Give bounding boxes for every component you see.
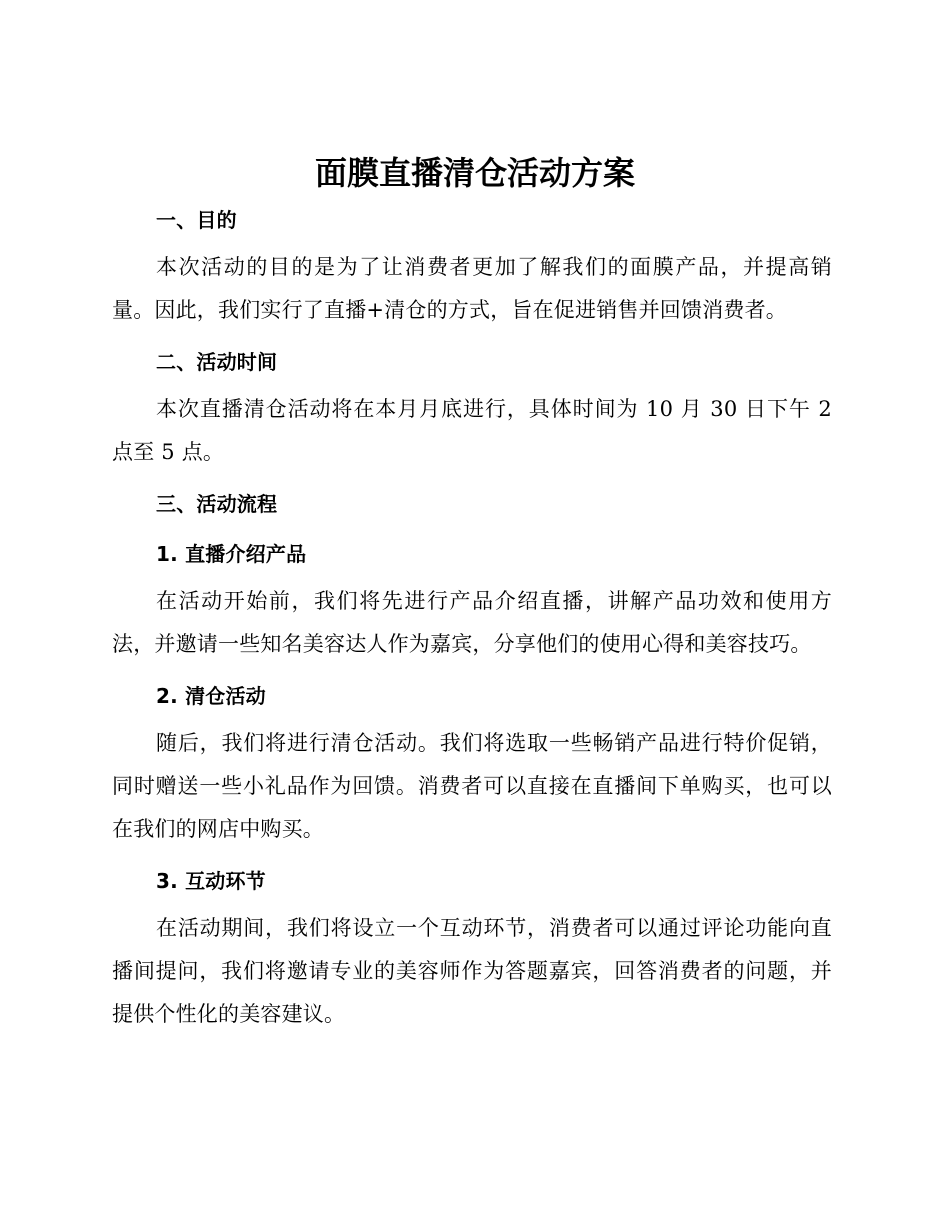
section-heading-purpose: 一、目的 (156, 208, 237, 232)
subsection-paragraph-live-intro: 在活动开始前，我们将先进行产品介绍直播，讲解产品功效和使用方法，并邀请一些知名美容达人作为嘉宾，分享他们的使用心得和美容技巧。 (112, 589, 832, 656)
subsection-heading-live-intro: 1. 直播介绍产品 (156, 542, 307, 566)
section-heading-process: 三、活动流程 (156, 492, 278, 516)
document-body (112, 200, 832, 1046)
subsection-paragraph-clearance: 随后，我们将进行清仓活动。我们将选取一些畅销产品进行特价促销，同时赠送一些小礼品作为回馈。消费者可以直接在直播间下单购买，也可以在我们的网店中购买。 (112, 731, 832, 841)
section-paragraph-purpose: 本次活动的目的是为了让消费者更加了解我们的面膜产品，并提高销量。因此，我们实行了直播+清仓的方式，旨在促进销售并回馈消费者。 (112, 255, 832, 322)
document-title: 面膜直播清仓活动方案 (314, 154, 635, 192)
subsection-paragraph-interaction: 在活动期间，我们将设立一个互动环节，消费者可以通过评论功能向直播间提问，我们将邀请专业的美容师作为答题嘉宾，回答消费者的问题，并提供个性化的美容建议。 (112, 916, 832, 1026)
subsection-heading-clearance: 2. 清仓活动 (156, 684, 266, 708)
section-heading-time: 二、活动时间 (156, 350, 278, 374)
subsection-heading-interaction: 3. 互动环节 (156, 869, 266, 893)
section-paragraph-time: 本次直播清仓活动将在本月月底进行，具体时间为 10 月 30 日下午 2 点至 5 点。 (112, 397, 832, 464)
